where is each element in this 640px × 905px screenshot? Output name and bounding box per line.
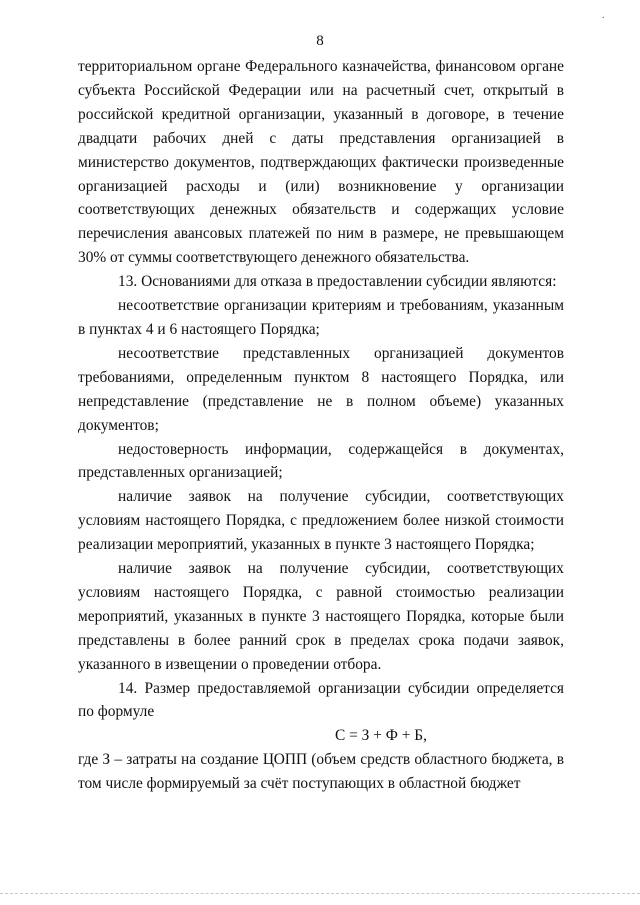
paragraph-refusal-reason-4: наличие заявок на получение субсидии, соответствующих условиям настоящего Порядка, с предложением более низкой стоимости реализации мероприятий, указанных в пункте 3 настоящего Порядка; bbox=[78, 488, 564, 554]
document-body bbox=[78, 55, 564, 796]
paragraph-refusal-reason-2: несоответствие представленных организацией документов требованиями, определенным пунктом 8 настоящего Порядка, или непредставление (представление не в полном объеме) указанных документов; bbox=[78, 344, 564, 434]
paragraph-refusal-reason-5: наличие заявок на получение субсидии, соответствующих условиям настоящего Порядка, с равной стоимостью реализации мероприятий, указанных в пункте 3 настоящего Порядка, которые были представлены в более ранний срок в пределах срока подачи заявок, указанного в извещении о проведении отбора. bbox=[78, 560, 564, 673]
subsidy-formula: С = З + Ф + Б, bbox=[335, 727, 427, 745]
paragraph-continuation: территориальном органе Федерального казначейства, финансовом органе субъекта Российской Федерации или на расчетный счет, открытый в российской кредитной организации, указанный в договоре, в течение двадцати рабочих дней с даты представления организацией в министерство документов, подтверждающих фактически произведенные организацией расходы и (или) возникновение у организации соответствующих денежных обязательств и содержащих условие перечисления авансовых платежей по ним в размере, не превышающем 30% от суммы соответствующего денежного обязательства. bbox=[78, 58, 564, 267]
paragraph-formula-explanation: где З – затраты на создание ЦОПП (объем средств областного бюджета, в том числе формируемый за счёт поступающих в областной бюджет bbox=[78, 751, 564, 793]
page-bottom-edge bbox=[0, 893, 640, 894]
page-number: 8 bbox=[316, 33, 324, 49]
paragraph-refusal-reason-1: несоответствие организации критериям и требованиям, указанным в пунктах 4 и 6 настоящего Порядка; bbox=[78, 297, 564, 338]
scan-mark: . bbox=[602, 10, 605, 21]
paragraph-clause-13: 13. Основаниями для отказа в предоставлении субсидии являются: bbox=[118, 273, 557, 291]
paragraph-clause-14: 14. Размер предоставляемой организации субсидии определяется по формуле bbox=[78, 679, 564, 721]
paragraph-refusal-reason-3: недостоверность информации, содержащейся в документах, представленных организацией; bbox=[78, 440, 564, 482]
